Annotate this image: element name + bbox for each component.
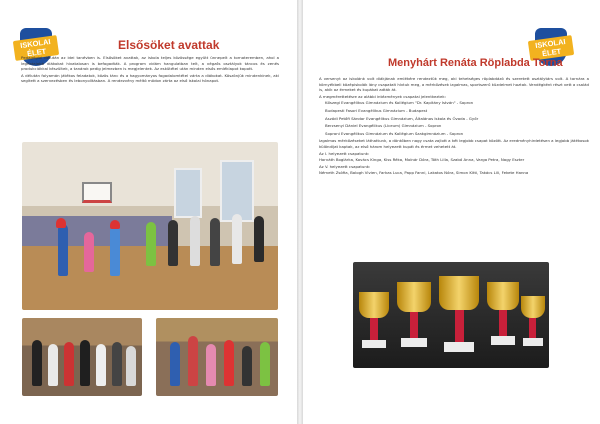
school-item: Budapesti Fasori Evangélikus Gimnázium - Budapest xyxy=(325,107,428,113)
school-item: Soproni Evangélikus Gimnázium és Kollégium Szakgimnázium - Sopron xyxy=(325,130,464,136)
article-body xyxy=(319,76,589,177)
school-item: Kőszegi Evangélikus Gimnázium és Kollégium "Dr. Kapitány István" - Sopron xyxy=(325,100,474,106)
schools-heading: A megmérettetésre az alábbi intézmények csapatai jelentkeztek: xyxy=(319,93,446,99)
article-title: Elsősöket avattak xyxy=(118,38,220,52)
left-page xyxy=(0,0,297,424)
article-title: Menyhárt Renáta Röplabda Torna xyxy=(388,57,563,69)
first-place-heading: Az I. helyezett csapatunk: xyxy=(319,150,370,156)
second-place-heading: Az V. helyezett csapatunk: xyxy=(319,163,371,169)
school-item: Berzsenyi Dániel Evangélikus (Líceum) Gimnázium - Sopron xyxy=(325,123,442,129)
school-life-logo: ISKOLAI ÉLET xyxy=(529,24,573,68)
article-body xyxy=(21,55,279,85)
second-place-names: Németh Zsófia, Balogh Vivien, Farkas Luca, Papp Fanni, Lakatos Nóra, Simon Kitti, Takács Lili, Fekete Hanna xyxy=(319,170,529,176)
right-page xyxy=(303,0,600,424)
gym-ceremony-photo xyxy=(22,142,278,310)
school-item: Aszódi Petőfi Sándor Evangélikus Gimnázium, Általános Iskola és Óvoda - Győr xyxy=(325,115,479,121)
school-life-logo: ISKOLAI ÉLET xyxy=(14,24,58,68)
costume-photo-right xyxy=(156,318,278,396)
intro-paragraph: A versenyt az iskolánk volt diákjának emlékére rendeztük meg, aki tehetséges röplabdázó és szeretett osztálytárs volt. A tornára a környékbeli középiskolák lány csapatait hívtuk meg, a mérkőzések izgalmas, sportszerű küzdelmet hoztak. Vendégként részt vett a család is, akik az érmeket és kupákat adták át. xyxy=(319,76,589,93)
trophies-photo xyxy=(353,262,549,368)
outro-paragraph: Izgalmas mérkőzéseket láthattunk, a döntőben nagy csata zajlott a két legjobb csapat között. Az eredményhirdetésen a legjobb játékosok különdíjat kaptak, az első három helyezett kupát és érmet vehetett át. xyxy=(319,138,589,149)
paragraph: A délután folyamán játékos feladatok, közös tánc és a hagyományos fogadalomtétel várta a diákokat. Köszönjük mindenkinek, aki segített a szervezésben és lebonyolításban. A rendezvény méltó módon zárta az első iskolai hónapot. xyxy=(21,72,279,84)
paragraph: Pedagógiai délután az idei tanévben is. Elsősöket avattak, az iskola teljes közössége együtt ünnepelt a tornateremben, ahol a legfiatalabb diákokat hivatalosan is befogadták. A program vidám hangulatban telt, a végzős osztályok táncos és zenés produkciókkal készültek, a tanárok pedig jelmezben is megjelentek. Az eskütétel után minden elsős emléklapot kapott. xyxy=(21,55,279,72)
students-photo-left xyxy=(22,318,142,396)
first-place-names: Horváth Boglárka, Kovács Kinga, Kiss Réka, Molnár Dóra, Tóth Lilla, Szabó Anna, Varga Petra, Nagy Eszter xyxy=(319,157,525,163)
